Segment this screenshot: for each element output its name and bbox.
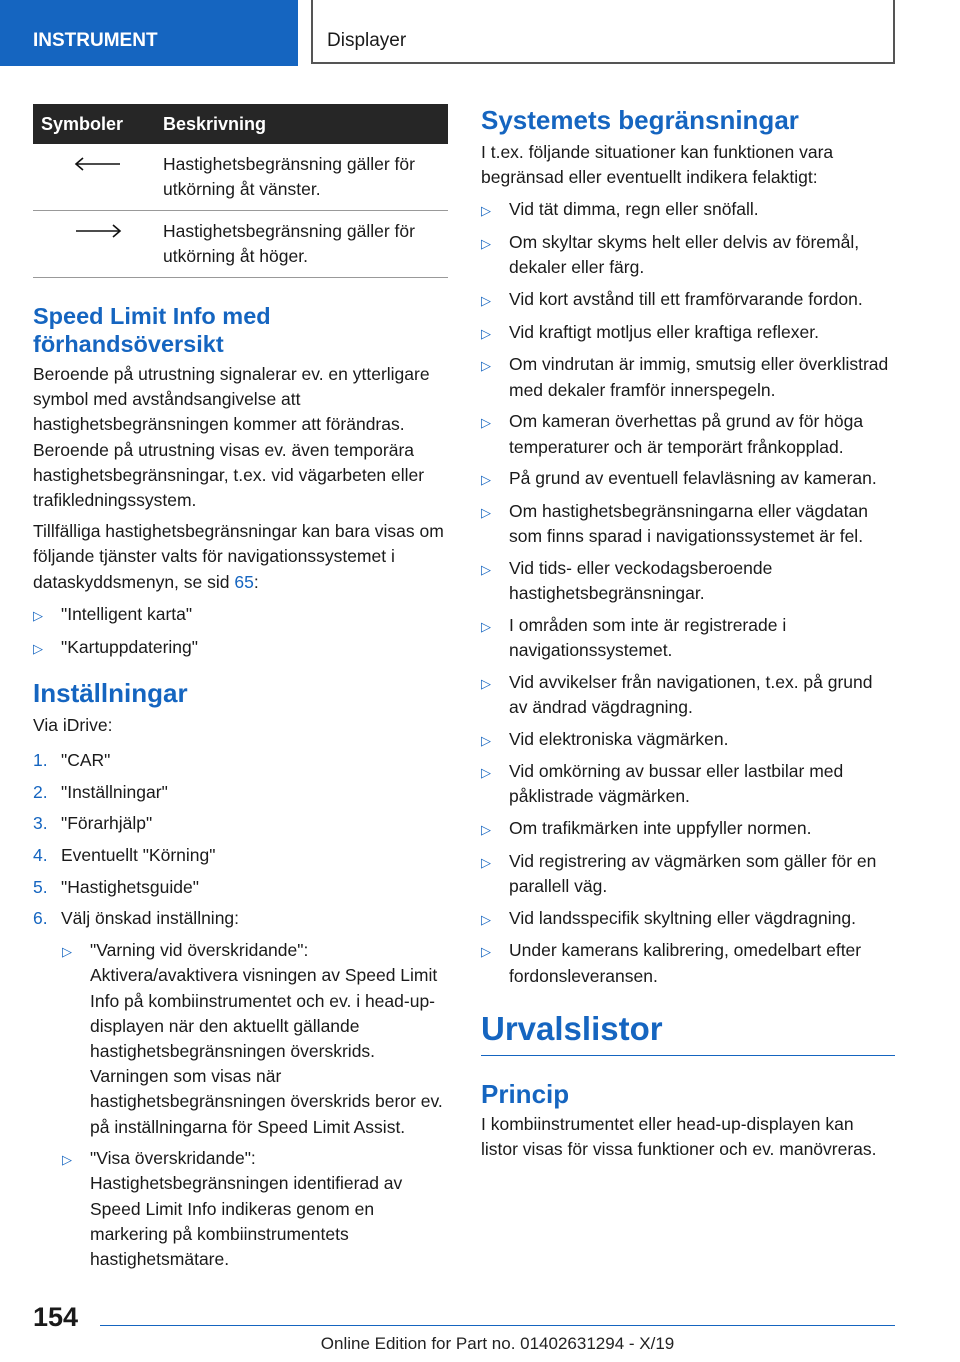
list-item-text: "Inställningar" bbox=[61, 781, 168, 802]
list-item bbox=[481, 230, 895, 280]
list-item-text: Vid elektroniska vägmärken. bbox=[509, 728, 729, 749]
paragraph: I t.ex. följande situationer kan funktionen vara begränsad eller eventuellt indikera felaktigt: bbox=[481, 142, 834, 188]
list-item bbox=[481, 466, 895, 492]
step-number: 3. bbox=[33, 813, 48, 834]
list-item bbox=[481, 613, 895, 663]
triangle-bullet-icon: ▷ bbox=[481, 618, 491, 634]
list-item bbox=[33, 602, 448, 628]
triangle-bullet-icon: ▷ bbox=[481, 358, 491, 374]
list-item bbox=[62, 938, 448, 1140]
list-item-text: Om hastighetsbegränsningarna eller vägdatan som finns sparad i navigationssystemet är fel. bbox=[509, 500, 868, 547]
triangle-bullet-icon: ▷ bbox=[481, 854, 491, 870]
settings-options bbox=[62, 938, 448, 1272]
heading-speed-limit-info: Speed Limit Info med förhandsöversikt bbox=[33, 303, 271, 357]
list-item bbox=[481, 556, 895, 606]
list-item-text: Vid kort avstånd till ett framförvarande fordon. bbox=[509, 289, 863, 310]
list-item bbox=[481, 409, 895, 459]
paragraph-text: Tillfälliga hastighetsbegränsningar kan bara visas om följande tjänster valts för navigationssystemet i dataskyddsmenyn, se sid bbox=[33, 521, 444, 592]
arrow-left-icon bbox=[33, 152, 163, 202]
list-item-text: Om kameran överhettas på grund av för höga temperaturer och är temporärt frånkopplad. bbox=[509, 411, 864, 457]
triangle-bullet-icon: ▷ bbox=[62, 944, 72, 960]
limits-list bbox=[481, 197, 895, 988]
table-row bbox=[33, 211, 448, 278]
section-tab: INSTRUMENT bbox=[0, 0, 298, 66]
step-number: 4. bbox=[33, 845, 48, 866]
list-item-text: Vid omkörning av bussar eller lastbilar med påklistrade vägmärken. bbox=[509, 761, 844, 807]
list-item bbox=[481, 906, 895, 932]
paragraph: Beroende på utrustning signalerar ev. en ytterligare symbol med avståndsangivelse att hastighetsbegränsningen kommer att förändras. Beroende på utrustning visas ev. även temporära hastighetsbegränsningar, t.ex. vid vägarbeten eller trafikledningssystem. bbox=[33, 364, 430, 511]
list-item bbox=[33, 780, 448, 805]
list-item-text: "CAR" bbox=[61, 749, 111, 770]
triangle-bullet-icon: ▷ bbox=[481, 415, 491, 431]
list-item bbox=[33, 811, 448, 836]
list-item bbox=[481, 816, 895, 842]
list-item-text: På grund av eventuell felavläsning av kameran. bbox=[509, 468, 877, 489]
list-item-text: Om skyltar skyms helt eller delvis av föremål, dekaler eller färg. bbox=[509, 232, 860, 278]
right-column bbox=[481, 104, 895, 1162]
triangle-bullet-icon: ▷ bbox=[481, 765, 491, 781]
triangle-bullet-icon: ▷ bbox=[481, 472, 491, 488]
triangle-bullet-icon: ▷ bbox=[481, 944, 491, 960]
list-item-text: Vid tät dimma, regn eller snöfall. bbox=[509, 199, 759, 220]
paragraph-text: : bbox=[253, 571, 259, 592]
triangle-bullet-icon: ▷ bbox=[33, 607, 43, 623]
footer-divider bbox=[100, 1325, 895, 1326]
list-item-text: Om vindrutan är immig, smutsig eller överklistrad med dekaler framför innerspegeln. bbox=[509, 354, 889, 400]
paragraph: I kombiinstrumentet eller head-up-displayen kan listor visas för vissa funktioner och ev. manövreras. bbox=[481, 1113, 877, 1160]
triangle-bullet-icon: ▷ bbox=[481, 293, 491, 309]
list-item-text: Välj önskad inställning: bbox=[61, 908, 240, 929]
list-item bbox=[481, 499, 895, 549]
list-item bbox=[481, 287, 895, 313]
list-item bbox=[33, 906, 448, 931]
step-number: 1. bbox=[33, 749, 48, 770]
footer-edition: Online Edition for Part no. 01402631294 - X/19 bbox=[320, 1334, 675, 1353]
paragraph: Via iDrive: bbox=[33, 714, 113, 735]
list-item-text: "Visa överskridande": Hastighetsbegränsningen identifierad av Speed Limit Info indikeras genom en markering på kombiinstrumentets hastighetsmätare. bbox=[90, 1148, 403, 1270]
list-item bbox=[481, 849, 895, 899]
page-number: 154 bbox=[33, 1302, 79, 1332]
list-item-text: I områden som inte är registrerade i navigationssystemet. bbox=[509, 614, 787, 660]
list-item-text: Vid registrering av vägmärken som gäller för en parallell väg. bbox=[509, 850, 877, 897]
table-cell-description: Hastighetsbegränsning gäller för utkörning åt vänster. bbox=[163, 154, 415, 199]
header-description: Beskrivning bbox=[163, 113, 267, 134]
triangle-bullet-icon: ▷ bbox=[481, 203, 491, 219]
page-header-title: Displayer bbox=[311, 0, 895, 64]
list-item bbox=[62, 1146, 448, 1272]
list-item bbox=[481, 670, 895, 720]
step-number: 6. bbox=[33, 908, 48, 929]
list-item-text: Eventuellt "Körning" bbox=[61, 845, 216, 866]
triangle-bullet-icon: ▷ bbox=[481, 732, 491, 748]
list-item bbox=[481, 352, 895, 402]
list-item bbox=[481, 938, 895, 988]
list-item bbox=[481, 727, 895, 753]
list-item-text: "Intelligent karta" bbox=[61, 603, 193, 624]
left-column bbox=[33, 104, 448, 1279]
list-item-text: "Förarhjälp" bbox=[61, 813, 153, 834]
list-item-text: "Hastighetsguide" bbox=[61, 876, 199, 897]
triangle-bullet-icon: ▷ bbox=[481, 822, 491, 838]
paragraph bbox=[33, 519, 448, 595]
table-row bbox=[33, 144, 448, 211]
service-list bbox=[33, 602, 448, 661]
list-item bbox=[33, 875, 448, 900]
list-item-text: Vid tids- eller veckodagsberoende hastighetsbegränsningar. bbox=[509, 557, 773, 604]
list-item bbox=[481, 197, 895, 223]
list-item-text: "Kartuppdatering" bbox=[61, 636, 198, 657]
list-item-text: Vid kraftigt motljus eller kraftiga reflexer. bbox=[509, 321, 819, 342]
triangle-bullet-icon: ▷ bbox=[481, 236, 491, 252]
list-item bbox=[33, 635, 448, 661]
settings-steps bbox=[33, 748, 448, 932]
heading-principle: Princip bbox=[481, 1078, 570, 1109]
list-item-text: Om trafikmärken inte uppfyller normen. bbox=[509, 818, 812, 839]
arrow-right-icon bbox=[33, 219, 163, 269]
list-item bbox=[33, 843, 448, 868]
triangle-bullet-icon: ▷ bbox=[481, 561, 491, 577]
triangle-bullet-icon: ▷ bbox=[33, 640, 43, 656]
list-item-text: Under kamerans kalibrering, omedelbart efter fordonsleveransen. bbox=[509, 940, 862, 986]
page-link[interactable]: 65 bbox=[234, 571, 254, 592]
triangle-bullet-icon: ▷ bbox=[481, 504, 491, 520]
triangle-bullet-icon: ▷ bbox=[481, 675, 491, 691]
header-symbols: Symboler bbox=[41, 113, 124, 134]
triangle-bullet-icon: ▷ bbox=[481, 911, 491, 927]
triangle-bullet-icon: ▷ bbox=[62, 1152, 72, 1168]
step-number: 5. bbox=[33, 876, 48, 897]
heading-settings: Inställningar bbox=[33, 677, 188, 708]
list-item bbox=[481, 320, 895, 346]
list-item-text: "Varning vid överskridande": Aktivera/avaktivera visningen av Speed Limit Info på kombiinstrumentet och ev. i head-up-displayen när den aktuellt gällande hastighetsbegränsningen överskrids. Varningen som visas när hastighetsbegränsningen överskrids beror ev. på inställningarna för Speed Limit Assist. bbox=[90, 940, 443, 1137]
triangle-bullet-icon: ▷ bbox=[481, 325, 491, 341]
list-item-text: Vid avvikelser från navigationen, t.ex. på grund av ändrad vägdragning. bbox=[509, 671, 873, 717]
list-item-text: Vid landsspecifik skyltning eller vägdragning. bbox=[509, 907, 856, 928]
symbol-table bbox=[33, 104, 448, 278]
table-cell-description: Hastighetsbegränsning gäller för utkörning åt höger. bbox=[163, 221, 415, 266]
symbol-table-header bbox=[33, 104, 448, 144]
list-item bbox=[33, 748, 448, 773]
heading-selection-lists: Urvalslistor bbox=[481, 1009, 895, 1056]
heading-system-limits: Systemets begränsningar bbox=[481, 105, 799, 135]
step-number: 2. bbox=[33, 781, 48, 802]
list-item bbox=[481, 759, 895, 809]
